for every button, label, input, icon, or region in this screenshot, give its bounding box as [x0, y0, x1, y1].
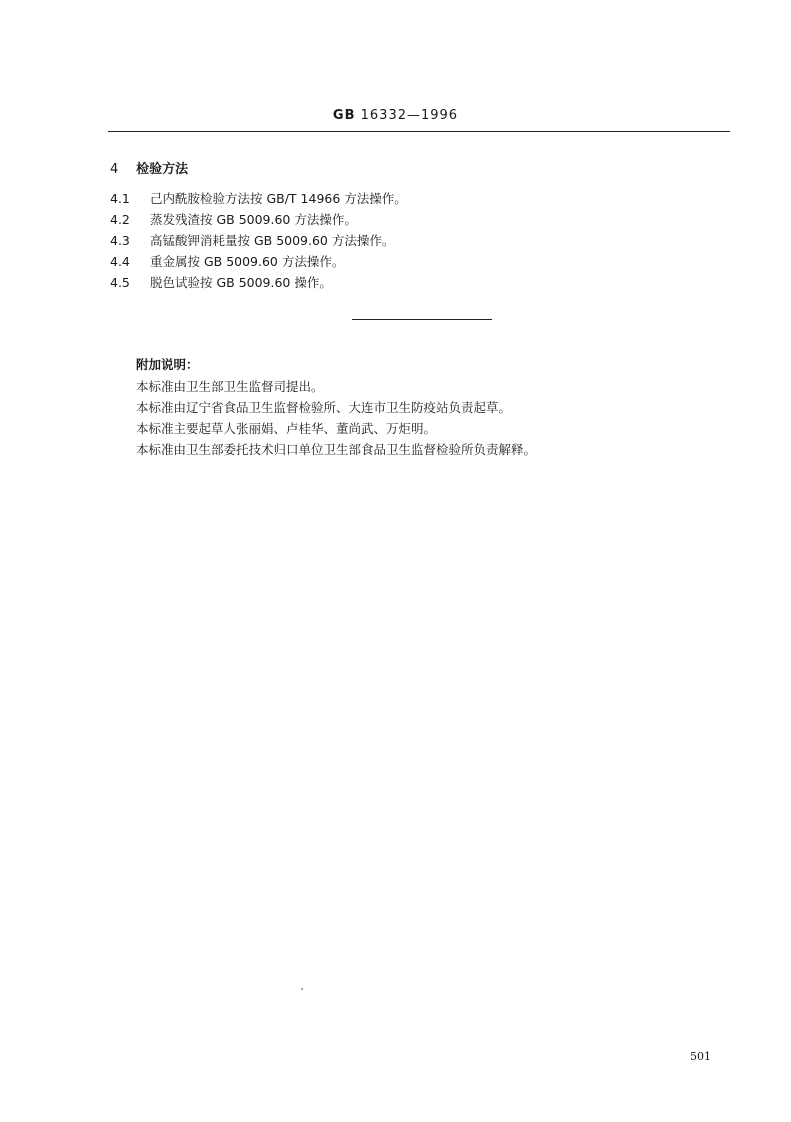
appendix-line: 本标准由卫生部委托技术归口单位卫生部食品卫生监督检验所负责解释。: [136, 442, 537, 457]
method-list: [110, 188, 407, 293]
page-number: 501: [690, 1050, 711, 1063]
item-text: 高锰酸钾消耗量按 GB 5009.60 方法操作。: [149, 233, 395, 248]
end-of-standard-rule: [352, 319, 492, 320]
list-item: [110, 251, 407, 272]
item-number: 4.4: [110, 254, 130, 269]
scan-speck: [301, 988, 303, 990]
list-item: [110, 209, 407, 230]
appendix-line: 本标准由辽宁省食品卫生监督检验所、大连市卫生防疫站负责起草。: [136, 400, 512, 415]
item-text: 重金属按 GB 5009.60 方法操作。: [149, 254, 345, 269]
item-text: 蒸发残渣按 GB 5009.60 方法操作。: [149, 212, 357, 227]
appendix-title: 附加说明：: [136, 357, 199, 372]
appendix-notes: [136, 354, 536, 460]
standard-prefix: GB: [332, 108, 356, 123]
section-number: 4: [110, 162, 119, 177]
standard-code: 16332—1996: [360, 108, 459, 123]
item-number: 4.3: [110, 233, 130, 248]
list-item: [110, 272, 407, 293]
list-item: [110, 230, 407, 251]
section-title: 检验方法: [136, 162, 189, 177]
item-number: 4.2: [110, 212, 130, 227]
page-header: [0, 108, 791, 123]
list-item: [110, 188, 407, 209]
item-text: 己内酰胺检验方法按 GB/T 14966 方法操作。: [149, 191, 407, 206]
appendix-line: 本标准由卫生部卫生监督司提出。: [136, 379, 324, 394]
item-text: 脱色试验按 GB 5009.60 操作。: [149, 275, 332, 290]
header-rule: [108, 131, 730, 132]
item-number: 4.1: [110, 191, 130, 206]
section-heading: [110, 158, 188, 177]
item-number: 4.5: [110, 275, 130, 290]
appendix-line: 本标准主要起草人张丽娟、卢桂华、董尚武、万炬明。: [136, 421, 437, 436]
